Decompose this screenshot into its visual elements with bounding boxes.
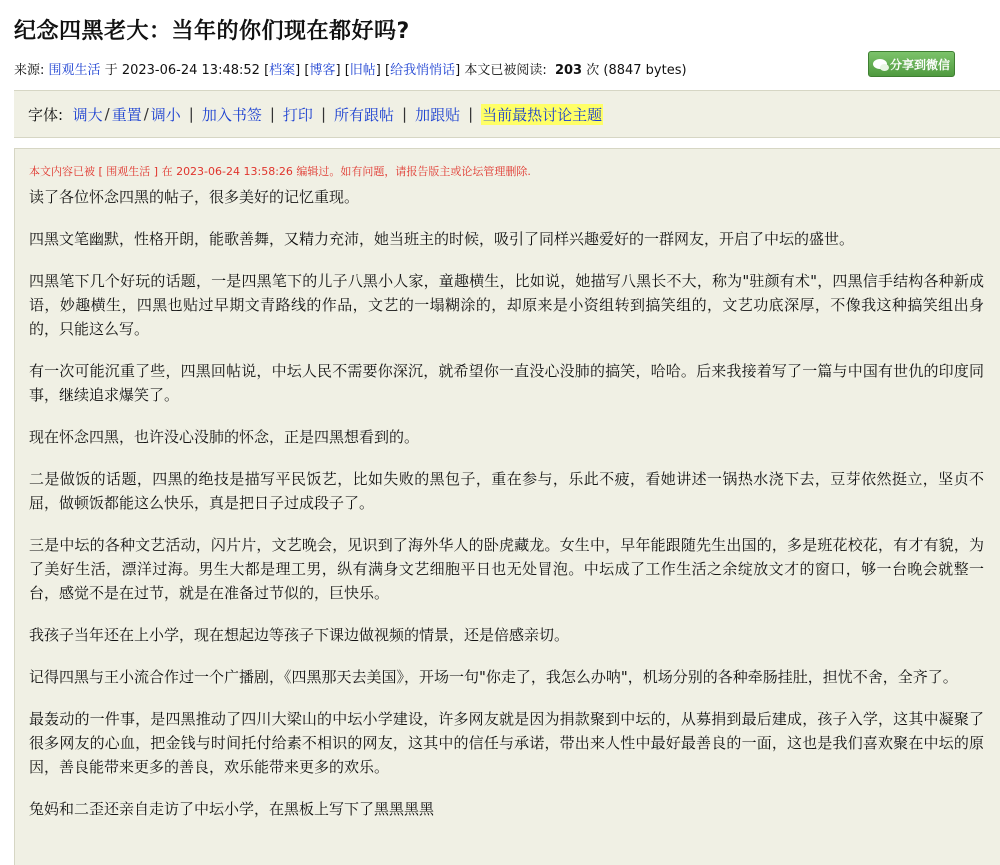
blog-link[interactable]: 博客 [309, 63, 336, 78]
paragraph: 二是做饭的话题，四黑的绝技是描写平民饭艺，比如失败的黑包子，重在参与，乐此不疲，看她讲述一锅热水浇下去，豆芽依然挺立，坚贞不屈，做顿饭都能这么快乐，真是把日子过成段子了。 [29, 470, 984, 512]
paragraph: 记得四黑与王小流合作过一个广播剧，《四黑那天去美国》，开场一句"你走了，我怎么办呐"，机场分别的各种牵肠挂肚，担忧不舍，全齐了。 [29, 668, 958, 686]
archive-link[interactable]: 档案 [269, 63, 296, 78]
at-label: 于 [104, 63, 118, 78]
print-link[interactable]: 打印 [282, 105, 313, 124]
hot-topics-link[interactable]: 当前最热讨论主题 [482, 105, 603, 124]
read-count: 203 [554, 63, 583, 78]
share-to-wechat-button[interactable] [868, 51, 955, 77]
source-label: 来源: [14, 63, 45, 78]
font-reset-link[interactable]: 重置 [111, 105, 142, 124]
add-reply-link[interactable]: 加跟贴 [415, 105, 461, 124]
bookmark-link[interactable]: 加入书签 [201, 105, 262, 124]
all-replies-link[interactable]: 所有跟帖 [334, 105, 395, 124]
paragraph: 四黑笔下几个好玩的话题，一是四黑笔下的儿子八黑小人家，童趣横生，比如说，她描写八黑长不大，称为"驻颜有术"，四黑信手结构各种新成语，妙趣横生，四黑也贴过早期文青路线的作品，文艺的一塌糊涂的，却原来是小资组转到搞笑组的，文艺功底深厚，不像我这种搞笑组出身的，只能这么写。 [29, 272, 984, 338]
font-label: 字体: [28, 105, 64, 124]
page-title: 纪念四黑老大：当年的你们现在都好吗? [14, 19, 410, 44]
paragraph: 读了各位怀念四黑的帖子，很多美好的记忆重现。 [29, 188, 360, 206]
private-message-link[interactable]: 给我悄悄话 [390, 63, 456, 78]
wechat-icon [873, 59, 887, 69]
read-suffix: 次 (8847 bytes) [586, 63, 687, 78]
post-content [14, 148, 1000, 865]
paragraph: 现在怀念四黑，也许没心没肺的怀念，正是四黑想看到的。 [29, 428, 420, 446]
font-smaller-link[interactable]: 调小 [150, 105, 181, 124]
paragraph: 三是中坛的各种文艺活动，闪片片，文艺晚会，见识到了海外华人的卧虎藏龙。女生中，早年能跟随先生出国的，多是班花校花，有才有貌，为了美好生活，漂洋过海。男生大都是理工男，纵有满身文艺细胞平日也无处冒泡。中坛成了工作生活之余绽放文才的窗口，够一台晚会就整一台，感觉不是在过节，就是在准备过节似的，巨快乐。 [29, 536, 984, 602]
paragraph: 有一次可能沉重了些，四黑回帖说，中坛人民不需要你深沉，就希望你一直没心没肺的搞笑，哈哈。后来我接着写了一篇与中国有世仇的印度同事，继续追求爆笑了。 [29, 362, 984, 404]
font-bigger-link[interactable]: 调大 [72, 105, 103, 124]
old-posts-link[interactable]: 旧帖 [349, 63, 376, 78]
read-prefix: 本文已被阅读: [464, 63, 547, 78]
post-toolbar: 字体: 调大 / 重置 / 调小 | 加入书签 | 打印 | 所有跟帖 | 加跟贴 | 当前最热讨论主题 [14, 90, 1000, 138]
paragraph: 兔妈和二歪还亲自走访了中坛小学，在黑板上写下了黑黑黑黑 [29, 800, 435, 818]
paragraph: 四黑文笔幽默，性格开朗，能歌善舞，又精力充沛，她当班主的时候，吸引了同样兴趣爱好的一群网友，开启了中坛的盛世。 [29, 230, 855, 248]
post-meta: 来源: 围观生活 于 2023-06-24 13:48:52 [档案] [博客] [旧帖] [给我悄悄话] 本文已被阅读: 203 次 (8847 bytes) [14, 63, 687, 78]
edit-notice: 本文内容已被 [ 围观生活 ] 在 2023-06-24 13:58:26 编辑过。如有问题，请报告版主或论坛管理删除. [29, 165, 531, 178]
paragraph: 我孩子当年还在上小学，现在想起边等孩子下课边做视频的情景，还是倍感亲切。 [29, 626, 570, 644]
paragraph: 最轰动的一件事，是四黑推动了四川大梁山的中坛小学建设，许多网友就是因为捐款聚到中坛的，从募捐到最后建成，孩子入学，这其中凝聚了很多网友的心血，把金钱与时间托付给素不相识的网友，这其中的信任与承诺，带出来人性中最好最善良的一面，这也是我们喜欢聚在中坛的原因，善良能带来更多的善良，欢乐能带来更多的欢乐。 [29, 710, 984, 776]
author-link[interactable]: 围观生活 [48, 63, 101, 78]
share-label: 分享到微信 [889, 57, 950, 72]
post-datetime: 2023-06-24 13:48:52 [121, 63, 260, 78]
